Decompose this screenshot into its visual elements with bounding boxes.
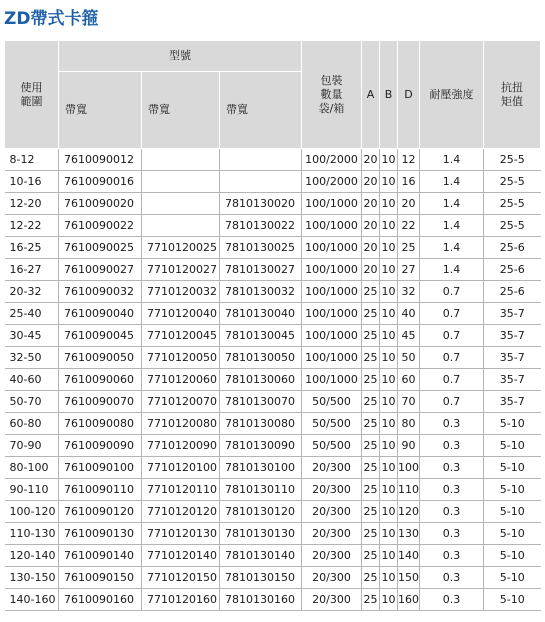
cell-b: 10: [380, 589, 398, 611]
table-row: [5, 435, 541, 457]
cell-pressure: 0.3: [420, 479, 484, 501]
cell-b: 10: [380, 413, 398, 435]
header-width-2: 帶寬: [142, 72, 220, 149]
cell-model-2: 7710120050: [142, 347, 220, 369]
table-row: [5, 237, 541, 259]
cell-d: 12: [398, 149, 420, 171]
table-row: [5, 259, 541, 281]
cell-model-3: 7810130130: [220, 523, 302, 545]
cell-pressure: 1.4: [420, 193, 484, 215]
cell-model-1: 7610090110: [59, 479, 142, 501]
cell-b: 10: [380, 171, 398, 193]
cell-model-1: 7610090027: [59, 259, 142, 281]
cell-pressure: 0.7: [420, 281, 484, 303]
cell-b: 10: [380, 149, 398, 171]
cell-pack: 20/300: [302, 479, 362, 501]
cell-model-1: 7610090025: [59, 237, 142, 259]
cell-a: 25: [362, 325, 380, 347]
cell-b: 10: [380, 303, 398, 325]
cell-b: 10: [380, 567, 398, 589]
header-width-3: 帶寬: [220, 72, 302, 149]
cell-pack: 50/500: [302, 435, 362, 457]
cell-torque: 35-7: [484, 369, 541, 391]
cell-d: 45: [398, 325, 420, 347]
cell-torque: 25-5: [484, 149, 541, 171]
cell-model-2: [142, 193, 220, 215]
header-torque: 抗扭矩值: [484, 41, 541, 149]
cell-range: 130-150: [5, 567, 59, 589]
cell-d: 110: [398, 479, 420, 501]
cell-model-2: 7710120040: [142, 303, 220, 325]
cell-pressure: 0.3: [420, 457, 484, 479]
cell-pack: 20/300: [302, 457, 362, 479]
cell-model-1: 7610090130: [59, 523, 142, 545]
cell-model-3: 7810130027: [220, 259, 302, 281]
cell-pressure: 0.7: [420, 303, 484, 325]
cell-pack: 100/1000: [302, 303, 362, 325]
cell-model-3: 7810130020: [220, 193, 302, 215]
cell-pressure: 1.4: [420, 149, 484, 171]
cell-range: 16-25: [5, 237, 59, 259]
cell-model-1: 7610090160: [59, 589, 142, 611]
cell-a: 20: [362, 193, 380, 215]
cell-a: 20: [362, 171, 380, 193]
table-row: [5, 171, 541, 193]
cell-model-1: 7610090100: [59, 457, 142, 479]
table-row: [5, 369, 541, 391]
cell-torque: 35-7: [484, 347, 541, 369]
cell-model-1: 7610090045: [59, 325, 142, 347]
cell-torque: 35-7: [484, 303, 541, 325]
cell-range: 40-60: [5, 369, 59, 391]
cell-model-3: 7810130025: [220, 237, 302, 259]
cell-range: 90-110: [5, 479, 59, 501]
cell-b: 10: [380, 457, 398, 479]
cell-d: 32: [398, 281, 420, 303]
cell-torque: 25-6: [484, 237, 541, 259]
cell-pressure: 1.4: [420, 171, 484, 193]
cell-model-3: 7810130160: [220, 589, 302, 611]
cell-b: 10: [380, 501, 398, 523]
cell-pressure: 1.4: [420, 237, 484, 259]
header-d: D: [398, 41, 420, 149]
cell-model-2: [142, 149, 220, 171]
table-row: [5, 479, 541, 501]
cell-d: 80: [398, 413, 420, 435]
cell-model-3: 7810130100: [220, 457, 302, 479]
cell-d: 60: [398, 369, 420, 391]
table-row: [5, 567, 541, 589]
cell-range: 16-27: [5, 259, 59, 281]
cell-pressure: 0.3: [420, 435, 484, 457]
header-a: A: [362, 41, 380, 149]
cell-a: 25: [362, 303, 380, 325]
cell-torque: 5-10: [484, 501, 541, 523]
cell-b: 10: [380, 523, 398, 545]
cell-d: 27: [398, 259, 420, 281]
cell-model-2: [142, 171, 220, 193]
cell-d: 22: [398, 215, 420, 237]
cell-torque: 25-5: [484, 171, 541, 193]
cell-pack: 100/1000: [302, 281, 362, 303]
cell-d: 120: [398, 501, 420, 523]
cell-model-2: 7710120027: [142, 259, 220, 281]
cell-model-2: 7710120060: [142, 369, 220, 391]
cell-torque: 5-10: [484, 545, 541, 567]
cell-pack: 20/300: [302, 589, 362, 611]
cell-pack: 100/1000: [302, 215, 362, 237]
cell-a: 25: [362, 281, 380, 303]
cell-b: 10: [380, 259, 398, 281]
cell-b: 10: [380, 369, 398, 391]
cell-b: 10: [380, 435, 398, 457]
table-row: [5, 347, 541, 369]
cell-b: 10: [380, 325, 398, 347]
cell-a: 20: [362, 215, 380, 237]
cell-model-1: 7610090090: [59, 435, 142, 457]
cell-model-3: [220, 171, 302, 193]
cell-a: 25: [362, 413, 380, 435]
cell-a: 25: [362, 369, 380, 391]
cell-d: 150: [398, 567, 420, 589]
cell-d: 140: [398, 545, 420, 567]
cell-b: 10: [380, 281, 398, 303]
cell-model-3: 7810130050: [220, 347, 302, 369]
cell-range: 10-16: [5, 171, 59, 193]
cell-pack: 50/500: [302, 391, 362, 413]
cell-torque: 5-10: [484, 523, 541, 545]
cell-model-3: 7810130140: [220, 545, 302, 567]
cell-model-2: 7710120150: [142, 567, 220, 589]
table-header: [5, 41, 541, 149]
cell-d: 40: [398, 303, 420, 325]
cell-range: 120-140: [5, 545, 59, 567]
table-row: [5, 457, 541, 479]
cell-torque: 5-10: [484, 457, 541, 479]
cell-pressure: 1.4: [420, 215, 484, 237]
cell-pack: 100/1000: [302, 193, 362, 215]
cell-b: 10: [380, 391, 398, 413]
table-row: [5, 391, 541, 413]
cell-a: 25: [362, 523, 380, 545]
cell-torque: 35-7: [484, 391, 541, 413]
cell-b: 10: [380, 237, 398, 259]
table-row: [5, 523, 541, 545]
cell-model-2: 7710120025: [142, 237, 220, 259]
cell-a: 25: [362, 391, 380, 413]
cell-range: 25-40: [5, 303, 59, 325]
cell-range: 110-130: [5, 523, 59, 545]
cell-model-2: 7710120100: [142, 457, 220, 479]
cell-pressure: 0.3: [420, 567, 484, 589]
cell-model-1: 7610090150: [59, 567, 142, 589]
cell-b: 10: [380, 479, 398, 501]
cell-model-3: [220, 149, 302, 171]
table-row: [5, 193, 541, 215]
cell-range: 30-45: [5, 325, 59, 347]
cell-pressure: 0.3: [420, 501, 484, 523]
cell-pressure: 1.4: [420, 259, 484, 281]
cell-d: 130: [398, 523, 420, 545]
cell-a: 25: [362, 567, 380, 589]
cell-range: 50-70: [5, 391, 59, 413]
cell-model-1: 7610090022: [59, 215, 142, 237]
table-row: [5, 325, 541, 347]
cell-model-1: 7610090020: [59, 193, 142, 215]
cell-model-3: 7810130060: [220, 369, 302, 391]
table-row: [5, 215, 541, 237]
cell-a: 25: [362, 501, 380, 523]
cell-pack: 20/300: [302, 545, 362, 567]
cell-model-3: 7810130080: [220, 413, 302, 435]
cell-model-3: 7810130022: [220, 215, 302, 237]
cell-pack: 20/300: [302, 567, 362, 589]
table-row: [5, 281, 541, 303]
spec-table: [4, 40, 541, 611]
cell-pressure: 0.3: [420, 545, 484, 567]
cell-model-3: 7810130120: [220, 501, 302, 523]
cell-pack: 100/2000: [302, 171, 362, 193]
header-width-1: 帶寬: [59, 72, 142, 149]
cell-model-3: 7810130070: [220, 391, 302, 413]
cell-d: 50: [398, 347, 420, 369]
header-model: 型號: [59, 41, 302, 72]
cell-range: 80-100: [5, 457, 59, 479]
cell-pack: 50/500: [302, 413, 362, 435]
cell-a: 20: [362, 259, 380, 281]
cell-model-2: [142, 215, 220, 237]
cell-torque: 5-10: [484, 413, 541, 435]
cell-a: 20: [362, 149, 380, 171]
cell-model-2: 7710120120: [142, 501, 220, 523]
cell-range: 60-80: [5, 413, 59, 435]
cell-pressure: 0.7: [420, 347, 484, 369]
cell-model-1: 7610090070: [59, 391, 142, 413]
cell-a: 25: [362, 545, 380, 567]
cell-model-1: 7610090050: [59, 347, 142, 369]
cell-pressure: 0.3: [420, 413, 484, 435]
cell-pack: 100/1000: [302, 325, 362, 347]
cell-pack: 20/300: [302, 501, 362, 523]
cell-torque: 25-5: [484, 215, 541, 237]
table-row: [5, 303, 541, 325]
cell-pressure: 0.3: [420, 589, 484, 611]
cell-torque: 25-6: [484, 281, 541, 303]
cell-model-1: 7610090060: [59, 369, 142, 391]
cell-model-3: 7810130090: [220, 435, 302, 457]
cell-model-2: 7710120032: [142, 281, 220, 303]
cell-model-1: 7610090080: [59, 413, 142, 435]
cell-a: 25: [362, 457, 380, 479]
cell-range: 140-160: [5, 589, 59, 611]
cell-range: 20-32: [5, 281, 59, 303]
cell-range: 12-22: [5, 215, 59, 237]
cell-pack: 20/300: [302, 523, 362, 545]
cell-pressure: 0.7: [420, 325, 484, 347]
cell-a: 20: [362, 237, 380, 259]
cell-torque: 5-10: [484, 589, 541, 611]
cell-b: 10: [380, 545, 398, 567]
cell-torque: 35-7: [484, 325, 541, 347]
cell-model-1: 7610090032: [59, 281, 142, 303]
cell-range: 12-20: [5, 193, 59, 215]
table-row: [5, 589, 541, 611]
cell-model-3: 7810130150: [220, 567, 302, 589]
cell-model-2: 7710120130: [142, 523, 220, 545]
cell-model-2: 7710120070: [142, 391, 220, 413]
cell-torque: 5-10: [484, 567, 541, 589]
cell-pressure: 0.3: [420, 523, 484, 545]
cell-range: 100-120: [5, 501, 59, 523]
cell-torque: 5-10: [484, 435, 541, 457]
cell-pack: 100/2000: [302, 149, 362, 171]
cell-range: 70-90: [5, 435, 59, 457]
cell-d: 70: [398, 391, 420, 413]
cell-torque: 25-6: [484, 259, 541, 281]
cell-model-2: 7710120160: [142, 589, 220, 611]
cell-a: 25: [362, 589, 380, 611]
cell-b: 10: [380, 215, 398, 237]
header-b: B: [380, 41, 398, 149]
cell-pack: 100/1000: [302, 347, 362, 369]
cell-model-3: 7810130040: [220, 303, 302, 325]
table-row: [5, 149, 541, 171]
cell-model-1: 7610090140: [59, 545, 142, 567]
cell-d: 16: [398, 171, 420, 193]
table-row: [5, 501, 541, 523]
cell-model-1: 7610090120: [59, 501, 142, 523]
header-pressure: 耐壓強度: [420, 41, 484, 149]
cell-torque: 5-10: [484, 479, 541, 501]
table-row: [5, 413, 541, 435]
cell-pack: 100/1000: [302, 369, 362, 391]
cell-torque: 25-5: [484, 193, 541, 215]
cell-d: 90: [398, 435, 420, 457]
cell-model-2: 7710120090: [142, 435, 220, 457]
cell-model-2: 7710120080: [142, 413, 220, 435]
cell-model-2: 7710120140: [142, 545, 220, 567]
cell-model-2: 7710120110: [142, 479, 220, 501]
cell-model-3: 7810130045: [220, 325, 302, 347]
cell-pressure: 0.7: [420, 391, 484, 413]
cell-model-3: 7810130110: [220, 479, 302, 501]
cell-pack: 100/1000: [302, 259, 362, 281]
cell-model-2: 7710120045: [142, 325, 220, 347]
cell-d: 160: [398, 589, 420, 611]
cell-range: 32-50: [5, 347, 59, 369]
cell-b: 10: [380, 193, 398, 215]
cell-model-3: 7810130032: [220, 281, 302, 303]
cell-b: 10: [380, 347, 398, 369]
cell-a: 25: [362, 347, 380, 369]
cell-model-1: 7610090012: [59, 149, 142, 171]
table-row: [5, 545, 541, 567]
page-title: ZD帶式卡箍: [4, 8, 99, 29]
cell-pressure: 0.7: [420, 369, 484, 391]
cell-d: 20: [398, 193, 420, 215]
cell-a: 25: [362, 479, 380, 501]
cell-a: 25: [362, 435, 380, 457]
header-range: 使用範圍: [5, 41, 59, 149]
header-pack: 包裝數量袋/箱: [302, 41, 362, 149]
table-body: [5, 149, 541, 611]
cell-d: 100: [398, 457, 420, 479]
cell-d: 25: [398, 237, 420, 259]
cell-pack: 100/1000: [302, 237, 362, 259]
cell-model-1: 7610090016: [59, 171, 142, 193]
cell-model-1: 7610090040: [59, 303, 142, 325]
cell-range: 8-12: [5, 149, 59, 171]
